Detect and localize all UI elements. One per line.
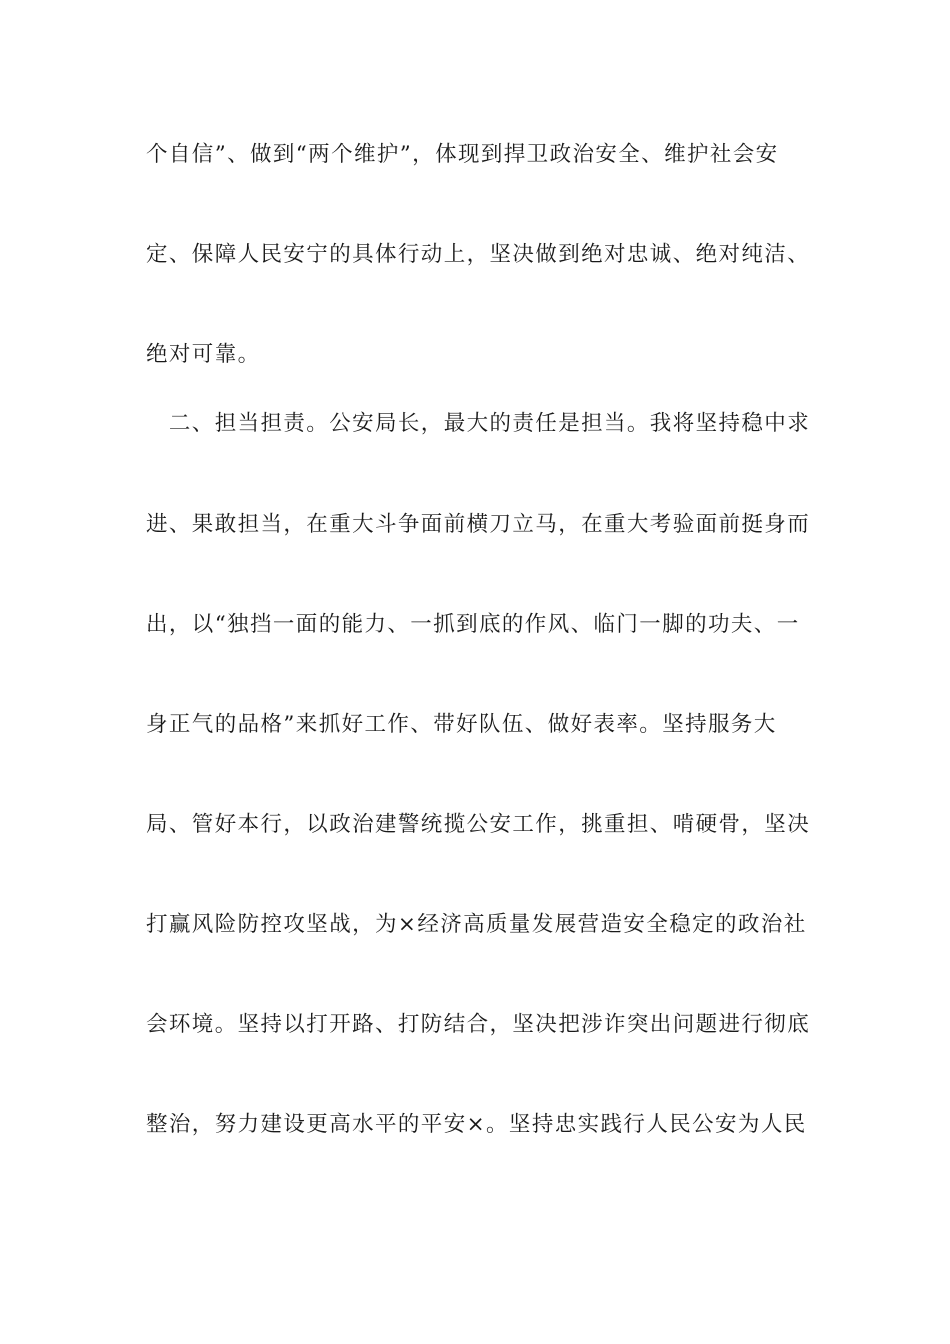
text-line-3: 绝对可靠。 — [146, 342, 261, 367]
text-line-11: 整治，努力建设更高水平的平安×。坚持忠实践行人民公安为人民 — [146, 1112, 807, 1137]
text-line-9: 打赢风险防控攻坚战，为×经济高质量发展营造安全稳定的政治社 — [146, 912, 807, 937]
paragraph-heading-line: 二、担当担责。公安局长，最大的责任是担当。我将坚持稳中求 — [146, 411, 811, 436]
text-line-7: 身正气的品格”来抓好工作、带好队伍、做好表率。坚持服务大 — [146, 712, 777, 737]
text-line-5: 进、果敢担当，在重大斗争面前横刀立马，在重大考验面前挺身而 — [146, 512, 811, 537]
text-line-8: 局、管好本行，以政治建警统揽公安工作，挑重担、啃硬骨，坚决 — [146, 812, 811, 837]
text-line-10: 会环境。坚持以打开路、打防结合，坚决把涉诈突出问题进行彻底 — [146, 1012, 811, 1037]
text-line-6: 出，以“独挡一面的能力、一抓到底的作风、临门一脚的功夫、一 — [146, 612, 800, 637]
text-line-1: 个自信”、做到“两个维护”，体现到捍卫政治安全、维护社会安 — [146, 142, 779, 167]
text-line-2: 定、保障人民安宁的具体行动上，坚决做到绝对忠诚、绝对纯洁、 — [146, 242, 811, 267]
